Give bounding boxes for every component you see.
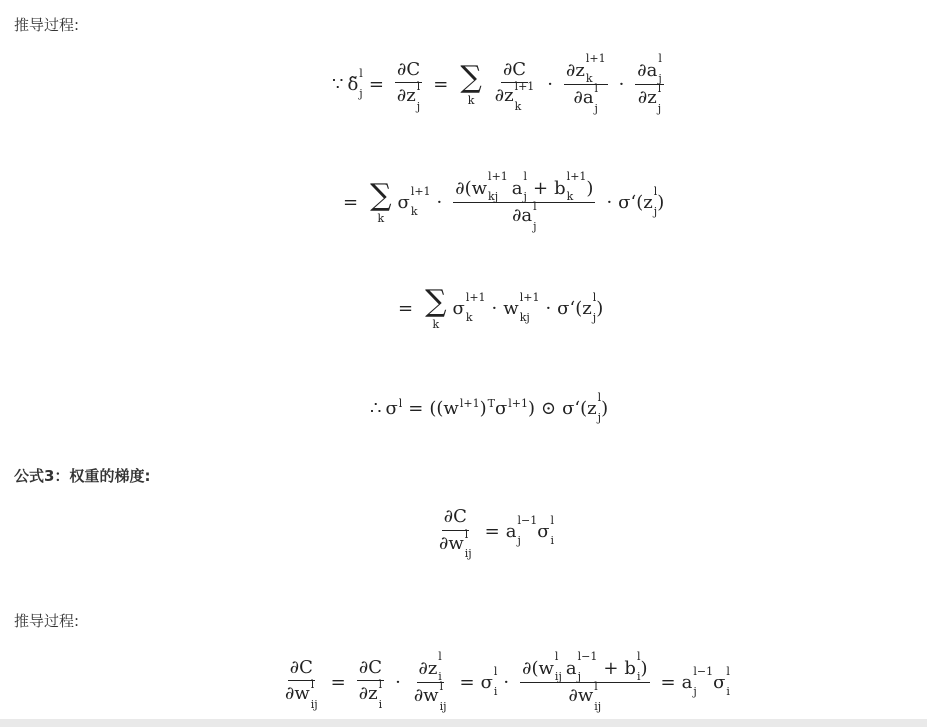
bottom-scroll-edge	[0, 719, 927, 727]
equation-delta-vector-form: ∴ σ l = (( w l+1 ) T σ l+1 ) ⊙ σ‘ ( z l j )	[370, 391, 609, 424]
derivation-label-2: 推导过程:	[14, 612, 80, 630]
equation-weight-gradient-derivation: ∂ C ∂ w l ij = ∂ C ∂ z l i · ∂ z l i ∂ w l ij = σ l i · ∂ ( w l ij a l−1 j + b l i ) ∂ w l ij = a l−1 j σ l i	[285, 650, 730, 713]
equation-weight-gradient: ∂ C ∂ w l ij = a l−1 j σ l i	[439, 506, 555, 561]
equation-delta-chain-rule: ∵ δ̃ l j = ∂ C ∂ z l j = ∑ k ∂ C ∂ z l+1 k · ∂ z l+1 k ∂ a l j · ∂ a l j ∂ z l j	[332, 52, 662, 115]
delta-symbol: δ̃	[347, 74, 359, 96]
fraction-dC-dz: ∂ C ∂ z l j	[396, 58, 421, 113]
formula3-heading: 公式3：权重的梯度:	[14, 467, 151, 485]
sum-over-k: ∑ k	[460, 60, 482, 108]
equation-delta-expanded: = ∑ k σ l+1 k · ∂ ( w l+1 kj a l j + b l+1 k ) ∂ a l j · σ‘ ( z l j )	[343, 170, 665, 233]
therefore-symbol: ∴	[370, 398, 382, 420]
equation-delta-simplified: = ∑ k σ l+1 k · w l+1 kj · σ‘ ( z l j )	[398, 284, 604, 331]
derivation-label-1: 推导过程:	[14, 16, 80, 34]
because-symbol: ∵	[332, 74, 344, 96]
